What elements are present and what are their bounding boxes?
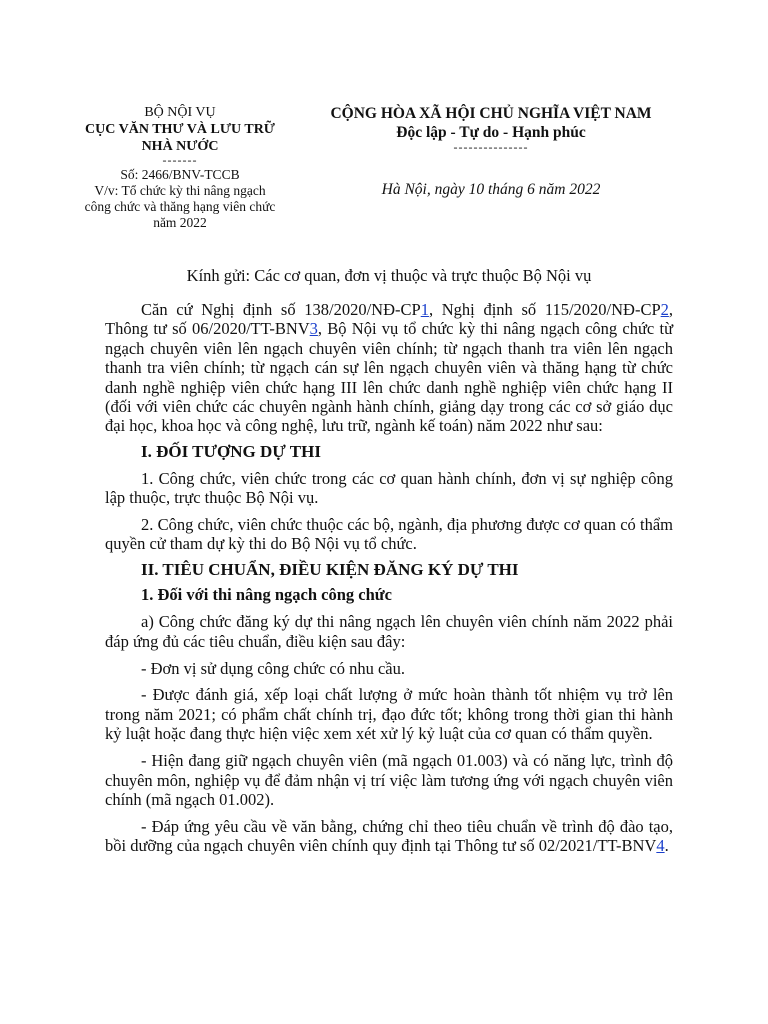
requirement-2: - Được đánh giá, xếp loại chất lượng ở mức hoàn thành tốt nhiệm vụ trở lên trong năm 2021; có phẩm chất chính trị, đạo đức tốt; không trong thời gian thi hành kỷ luật hoặc đang thực hiện việc xem xét xử lý kỷ luật của cơ quan có thẩm quyền. — [105, 685, 673, 744]
document-subject: V/v: Tổ chức kỳ thi nâng ngạch công chức và thăng hạng viên chức năm 2022 — [84, 183, 276, 230]
footnote-link-1[interactable]: 1 — [420, 300, 429, 319]
footnote-link-3[interactable]: 3 — [309, 319, 318, 339]
footnote-link-4[interactable]: 4 — [656, 836, 665, 856]
section-2-subtitle: 1. Đối với thi nâng ngạch công chức — [141, 585, 392, 605]
section-1-title: I. ĐỐI TƯỢNG DỰ THI — [141, 441, 321, 461]
issuer-block — [80, 104, 280, 231]
recipient-line: Kính gửi: Các cơ quan, đơn vị thuộc và trực thuộc Bộ Nội vụ — [186, 266, 592, 285]
requirement-4-text: - Đáp ứng yêu cầu về văn bằng, chứng chỉ theo tiêu chuẩn về trình độ đào tạo, bồi dưỡng của ngạch chuyên viên chính quy định tại Thông tư số 02/2021/TT-BNV — [105, 816, 673, 856]
intro-paragraph — [105, 300, 673, 436]
ministry-name: BỘ NỘI VỤ — [144, 105, 216, 120]
footnote-link-2[interactable]: 2 — [660, 300, 669, 319]
intro-text-1: Căn cứ Nghị định số 138/2020/NĐ-CP — [141, 300, 421, 319]
document-body — [105, 300, 673, 856]
section-2-title: II. TIÊU CHUẨN, ĐIỀU KIỆN ĐĂNG KÝ DỰ THI — [141, 559, 519, 579]
section-1-item-1: 1. Công chức, viên chức trong các cơ quan hành chính, đơn vị sự nghiệp công lập thuộc, trực thuộc Bộ Nội vụ. — [105, 468, 673, 508]
requirement-1: - Đơn vị sử dụng công chức có nhu cầu. — [141, 658, 405, 678]
place-date: Hà Nội, ngày 10 tháng 6 năm 2022 — [381, 181, 601, 198]
requirement-4 — [105, 817, 673, 856]
section-1-item-2: 2. Công chức, viên chức thuộc các bộ, ngành, địa phương được cơ quan có thẩm quyền cử tham dự kỳ thi do Bộ Nội vụ tổ chức. — [105, 515, 673, 554]
intro-text-3: , Thông tư số 06/2020/TT-BNV — [105, 300, 674, 339]
document-number: Số: 2466/BNV-TCCB — [120, 167, 240, 182]
national-motto: Độc lập - Tự do - Hạnh phúc — [396, 124, 586, 141]
national-header — [306, 104, 676, 199]
section-2-item-a: a) Công chức đăng ký dự thi nâng ngạch lên chuyên viên chính năm 2022 phải đáp ứng đủ các tiêu chuẩn, điều kiện sau đây: — [105, 612, 673, 651]
department-name: CỤC VĂN THƯ VÀ LƯU TRỮ NHÀ NƯỚC — [85, 122, 275, 154]
nation-title: CỘNG HÒA XÃ HỘI CHỦ NGHĨA VIỆT NAM — [330, 105, 652, 122]
issuer-divider: ------- — [162, 153, 198, 167]
motto-divider: --------------- — [453, 140, 529, 154]
requirement-3: - Hiện đang giữ ngạch chuyên viên (mã ngạch 01.003) và có năng lực, trình độ chuyên môn, nghiệp vụ để đảm nhận vị trí việc làm tương ứng với ngạch chuyên viên chính (mã ngạch 01.002). — [105, 751, 673, 809]
requirement-4-end: . — [664, 836, 669, 856]
intro-text-4: , Bộ Nội vụ tổ chức kỳ thi nâng ngạch công chức từ ngạch chuyên viên lên ngạch chuyên viên chính; từ ngạch thanh tra viên lên ngạch thanh tra viên chính; từ ngạch cán sự lên ngạch chuyên viên và thăng hạng từ chức danh nghề nghiệp viên chức hạng III lên chức danh nghề nghiệp viên chức hạng II (đối với viên chức các chuyên ngành hành chính, giảng dạy trong các cơ sở giáo dục đại học, khoa học và công nghệ, lưu trữ, ngành kế toán) năm 2022 như sau: — [105, 319, 674, 436]
intro-text-2: , Nghị định số 115/2020/NĐ-CP — [428, 300, 661, 319]
